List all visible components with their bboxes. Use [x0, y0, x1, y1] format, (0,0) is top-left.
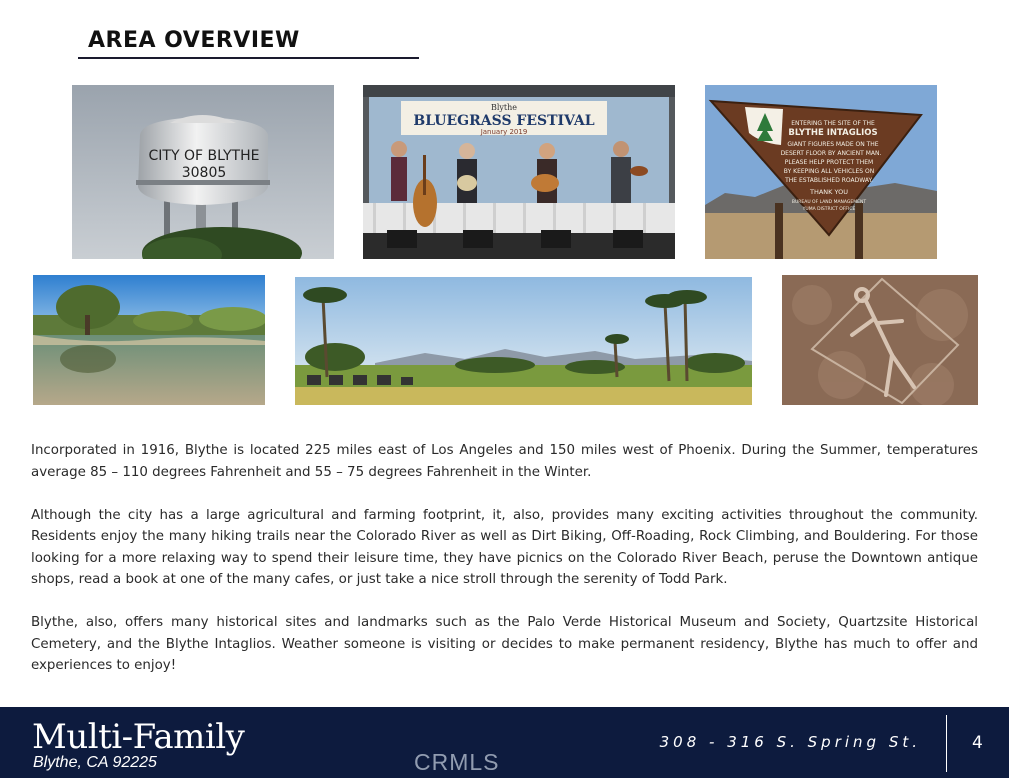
footer-bar	[0, 707, 1009, 778]
area-description	[31, 440, 978, 698]
property-address: 308 - 316 S. Spring St.	[659, 733, 921, 751]
banner-date: January 2019	[480, 128, 528, 136]
brand-location: Blythe, CA 92225	[33, 754, 157, 771]
sign-line-3: GIANT FIGURES MADE ON THE	[787, 141, 879, 148]
sign-line-1: ENTERING THE SITE OF THE	[791, 120, 875, 127]
sign-line-6: BY KEEPING ALL VEHICLES ON	[783, 168, 875, 175]
tower-text-line1: CITY OF BLYTHE	[148, 148, 260, 164]
sign-line-2: BLYTHE INTAGLIOS	[788, 128, 878, 138]
golf-course-photo	[295, 277, 752, 405]
footer-divider	[946, 715, 947, 772]
banner-city: Blythe	[490, 103, 518, 112]
river-photo	[33, 275, 265, 405]
title-underline	[78, 57, 419, 59]
sign-line-5: PLEASE HELP PROTECT THEM	[784, 159, 874, 166]
sign-line-7: THE ESTABLISHED ROADWAY.	[785, 177, 873, 184]
intaglios-sign-photo	[705, 85, 937, 259]
sign-line-8: THANK YOU	[810, 188, 848, 196]
sign-line-9: BUREAU OF LAND MANAGEMENT	[791, 200, 867, 205]
brand-title: Multi-Family	[32, 717, 245, 757]
aerial-intaglio-photo	[782, 275, 978, 405]
sign-line-4: DESERT FLOOR BY ANCIENT MAN.	[780, 150, 882, 157]
bluegrass-festival-photo	[363, 85, 675, 259]
water-tower-photo	[72, 85, 334, 259]
banner-title: BLUEGRASS FESTIVAL	[413, 113, 595, 129]
paragraph-1: Incorporated in 1916, Blythe is located 225 miles east of Los Angeles and 150 miles west of Phoenix. During the Summer, temperatures average 85 – 110 degrees Fahrenheit and 55 – 75 degrees Fahrenheit in the Winter.	[31, 443, 978, 480]
tower-text-line2: 30805	[181, 165, 227, 181]
crmls-watermark: CRMLS	[414, 749, 500, 775]
page-title: AREA OVERVIEW	[88, 28, 300, 53]
sign-line-10: YUMA DISTRICT OFFICE	[802, 207, 856, 212]
paragraph-3: Blythe, also, offers many historical sites and landmarks such as the Palo Verde Historical Museum and Society, Quartzsite Historical Cemetery, and the Blythe Intaglios. Weather someone is visiting or decides to make permanent residency, Blythe has much to offer and experiences to enjoy!	[31, 615, 978, 673]
paragraph-2: Although the city has a large agricultural and farming footprint, it, also, provides many exciting activities throughout the community. Residents enjoy the many hiking trails near the Colorado River as well as Dirt Biking, Off-Roading, Rock Climbing, and Bouldering. For those looking for a more relaxing way to spend their leisure time, they have picnics on the Colorado River Beach, peruse the Downtown antique shops, read a book at one of the many cafes, or just take a nice stroll through the serenity of Todd Park.	[31, 507, 978, 587]
page-number: 4	[972, 733, 983, 753]
